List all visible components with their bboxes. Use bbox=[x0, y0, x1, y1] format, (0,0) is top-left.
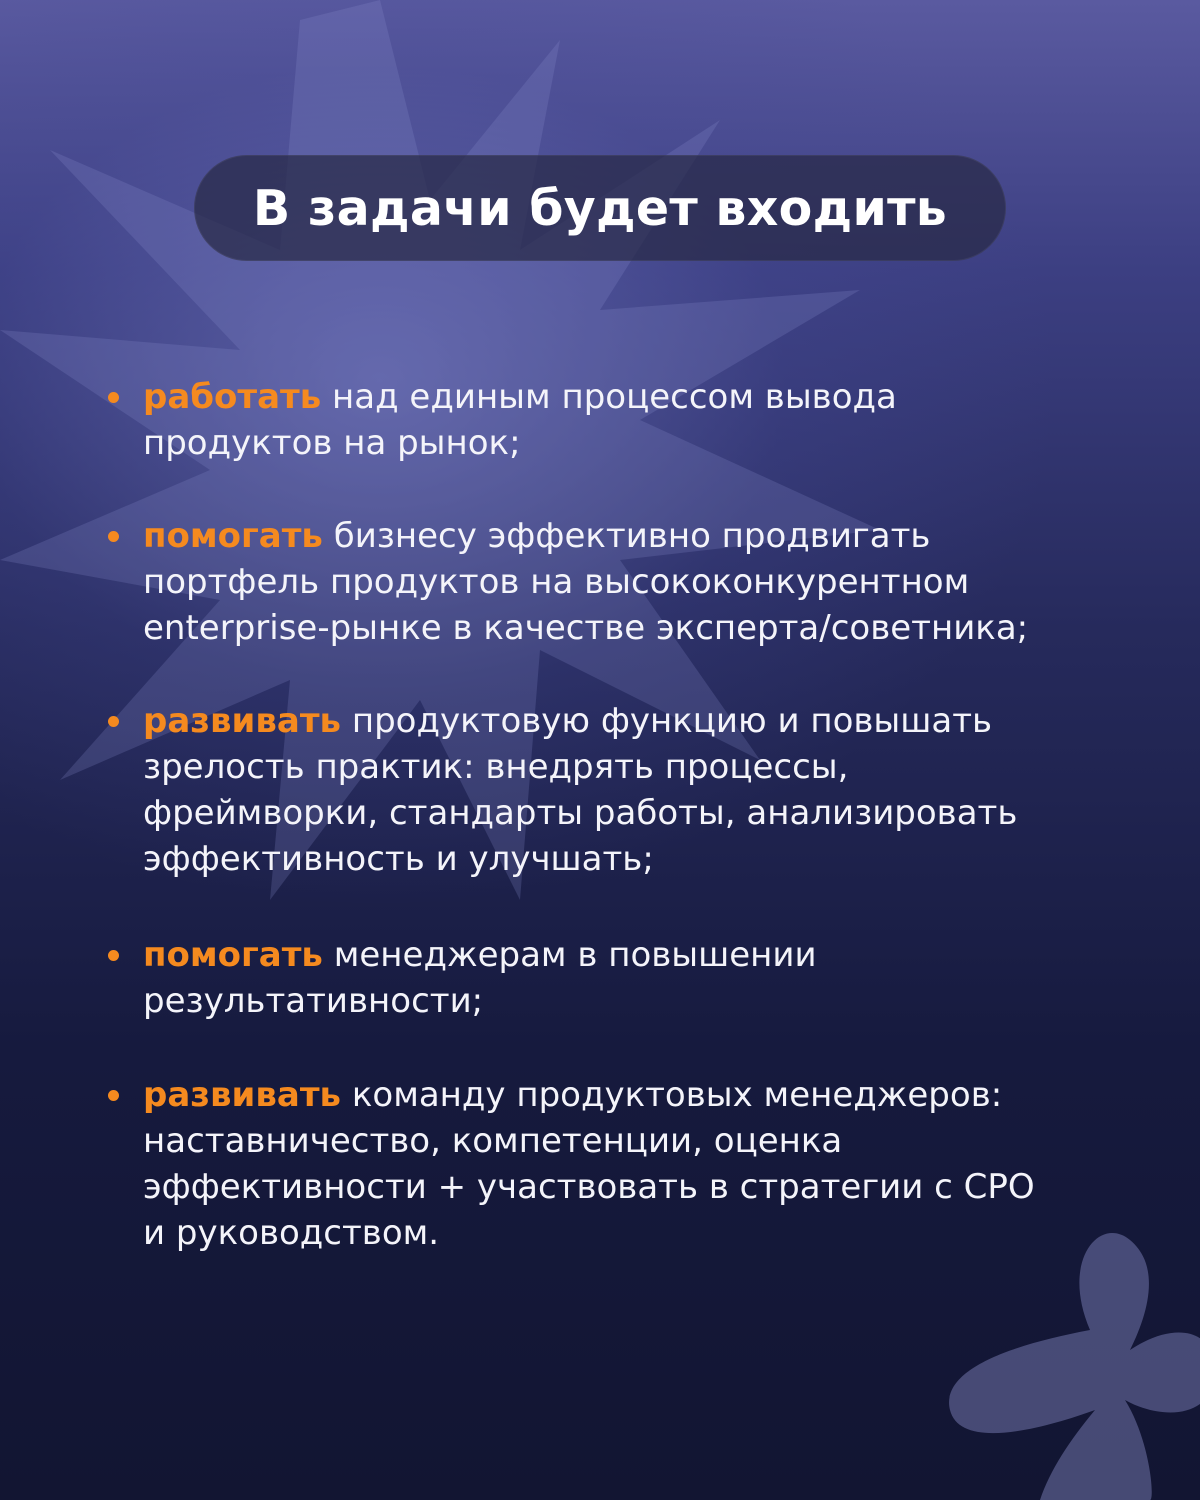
task-keyword: работать bbox=[143, 377, 322, 417]
task-line-text: продуктовую функцию и повышать bbox=[341, 701, 993, 741]
task-keyword: развивать bbox=[143, 701, 342, 741]
list-item bbox=[100, 932, 1100, 1024]
task-keyword: помогать bbox=[143, 516, 323, 556]
list-item bbox=[100, 1072, 1100, 1256]
bullet-icon bbox=[108, 531, 119, 542]
task-keyword: помогать bbox=[143, 935, 323, 975]
task-line: эффективности + участвовать в стратегии с CPO bbox=[143, 1167, 1035, 1207]
task-line: портфель продуктов на высококонкурентном bbox=[143, 562, 970, 602]
page-title: В задачи будет входить bbox=[252, 179, 948, 237]
task-line-text: команду продуктовых менеджеров: bbox=[341, 1075, 1003, 1115]
task-line bbox=[143, 698, 1100, 744]
task-line bbox=[143, 513, 1100, 559]
task-text bbox=[143, 932, 1100, 1024]
task-line-text: над единым процессом вывода bbox=[321, 377, 897, 417]
task-line: и руководством. bbox=[143, 1213, 440, 1253]
task-line: эффективность и улучшать; bbox=[143, 839, 654, 879]
task-line-text: менеджерам в повышении bbox=[322, 935, 817, 975]
bullet-icon bbox=[108, 1090, 119, 1101]
task-text bbox=[143, 374, 1100, 466]
list-item bbox=[100, 698, 1100, 882]
task-line: enterprise-рынке в качестве эксперта/советника; bbox=[143, 608, 1029, 648]
bullet-icon bbox=[108, 392, 119, 403]
list-item bbox=[100, 374, 1100, 466]
task-text bbox=[143, 513, 1100, 651]
task-line: фреймворки, стандарты работы, анализировать bbox=[143, 793, 1018, 833]
task-line: результативности; bbox=[143, 981, 484, 1021]
task-line bbox=[143, 932, 1100, 978]
task-line: наставничество, компетенции, оценка bbox=[143, 1121, 843, 1161]
task-text bbox=[143, 1072, 1100, 1256]
task-line: зрелость практик: внедрять процессы, bbox=[143, 747, 849, 787]
task-line: продуктов на рынок; bbox=[143, 423, 521, 463]
task-keyword: развивать bbox=[143, 1075, 342, 1115]
task-line bbox=[143, 1072, 1100, 1118]
task-text bbox=[143, 698, 1100, 882]
task-line-text: бизнесу эффективно продвигать bbox=[322, 516, 931, 556]
list-item bbox=[100, 513, 1100, 651]
bullet-icon bbox=[108, 950, 119, 961]
task-line bbox=[143, 374, 1100, 420]
bullet-icon bbox=[108, 716, 119, 727]
